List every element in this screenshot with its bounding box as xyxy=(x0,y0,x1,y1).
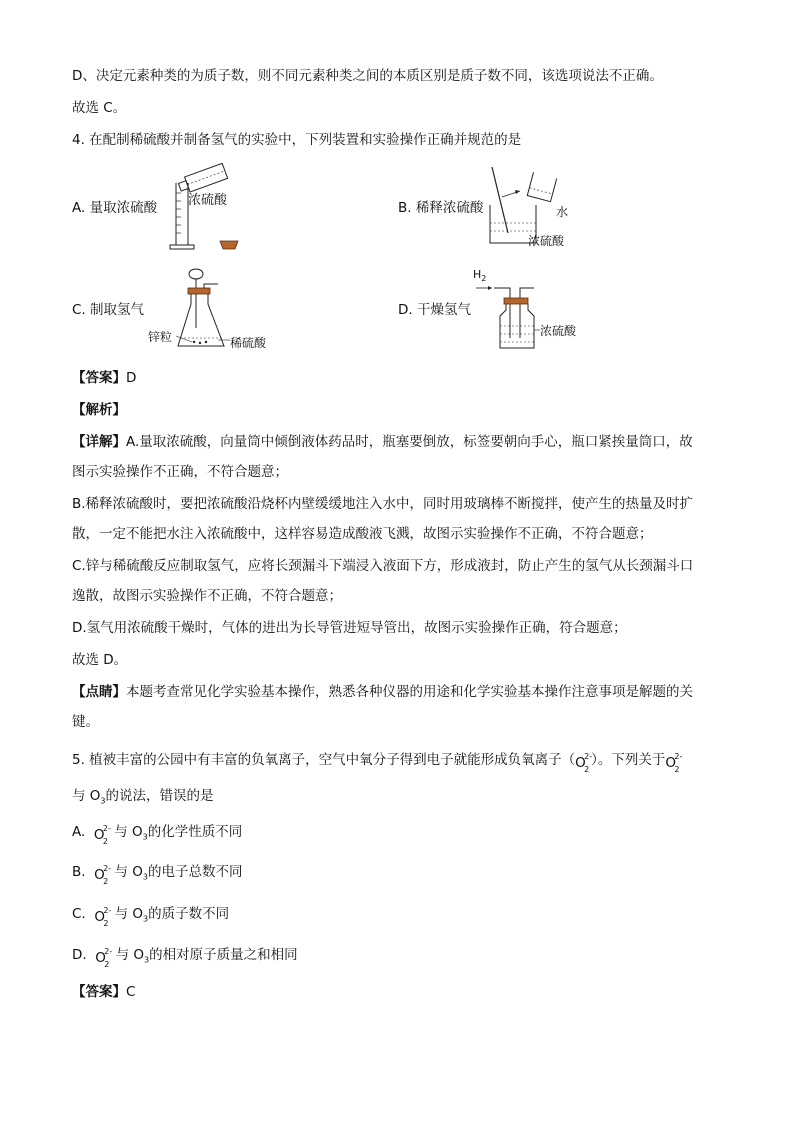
text-line: 故选 C。 xyxy=(72,100,127,116)
figure-a-acid-label: 浓硫酸 xyxy=(188,193,228,208)
figure-b-water-label: 水 xyxy=(556,205,569,219)
ion-formula: O 2- 2 xyxy=(665,752,683,774)
detail-line: 散，一定不能把水注入浓硫酸中，这样容易造成酸液飞溅，故图示实验操作不正确，不符合题意； xyxy=(72,526,653,542)
answer-4: 【答案】D xyxy=(72,370,137,386)
q5-option-d: D. O 2- 2 与 $O_3$的相对原子质量之和相同 xyxy=(72,947,298,969)
q5-option-c: C. O 2- 2 与 $O_3$的质子数不同 xyxy=(72,906,230,928)
detail-line: B.稀释浓硫酸时，要把浓硫酸沿烧杯内壁缓缓地注入水中，同时用玻璃棒不断搅拌，使产生的热量及时扩 xyxy=(72,496,694,512)
figure-d-acid-label: 浓硫酸 xyxy=(540,324,577,338)
detail-line: D.氢气用浓硫酸干燥时，气体的进出为长导管进短导管出，故图示实验操作正确，符合题意； xyxy=(72,620,627,636)
detail-line: C.锌与稀硫酸反应制取氢气，应将长颈漏斗下端浸入液面下方，形成液封，防止产生的氢气从长颈漏斗口 xyxy=(72,558,694,574)
selection-line: 故选 D。 xyxy=(72,652,128,668)
question-5-cont: 与 $O_3$的说法，错误的是 xyxy=(72,788,214,806)
figure-c-acid-label: 稀硫酸 xyxy=(230,336,267,350)
q5-option-a: A. O 2- 2 与 $O_3$的化学性质不同 xyxy=(72,824,243,846)
text-line: D、决定元素种类的为质子数，则不同元素种类之间的本质区别是质子数不同，该选项说法不正确。 xyxy=(72,68,663,84)
answer-5: 【答案】C xyxy=(72,984,136,1000)
option-c-label: C. 制取氢气 xyxy=(72,302,145,318)
figure-d-h2-label: $H_2$ xyxy=(473,268,487,284)
option-d-label: D. 干燥氢气 xyxy=(398,302,471,318)
detail-line: 图示实验操作不正确，不符合题意； xyxy=(72,464,288,480)
comment-line: 【点睛】本题考查常见化学实验基本操作，熟悉各种仪器的用途和化学实验基本操作注意事项是解题的关 xyxy=(72,684,693,700)
figure-d-wash-bottle xyxy=(476,278,546,352)
option-a-label: A. 量取浓硫酸 xyxy=(72,200,158,216)
question-4: 4. 在配制稀硫酸并制备氢气的实验中，下列装置和实验操作正确并规范的是 xyxy=(72,132,522,148)
question-5: 5. 植被丰富的公园中有丰富的负氧离子，空气中氧分子得到电子就能形成负氧离子（ O 2- 2 ）。下列关于 O 2- 2 xyxy=(72,752,683,774)
q5-option-b: B. O 2- 2 与 $O_3$的电子总数不同 xyxy=(72,864,243,886)
detail-line: 逸散，故图示实验操作不正确，不符合题意； xyxy=(72,588,342,604)
figure-a-graduated-cylinder xyxy=(168,163,248,255)
option-b-label: B. 稀释浓硫酸 xyxy=(398,200,484,216)
detail-line: 【详解】A.量取浓硫酸，向量筒中倾倒液体药品时，瓶塞要倒放，标签要朝向手心，瓶口紧挨量筒口，故 xyxy=(72,434,693,450)
analysis-heading: 【解析】 xyxy=(72,402,126,418)
figure-b-acid-label: 浓硫酸 xyxy=(528,234,565,248)
ion-formula: O 2- 2 xyxy=(575,752,593,774)
comment-line: 键。 xyxy=(72,714,99,730)
figure-c-zinc-label: 锌粒 xyxy=(148,330,173,344)
